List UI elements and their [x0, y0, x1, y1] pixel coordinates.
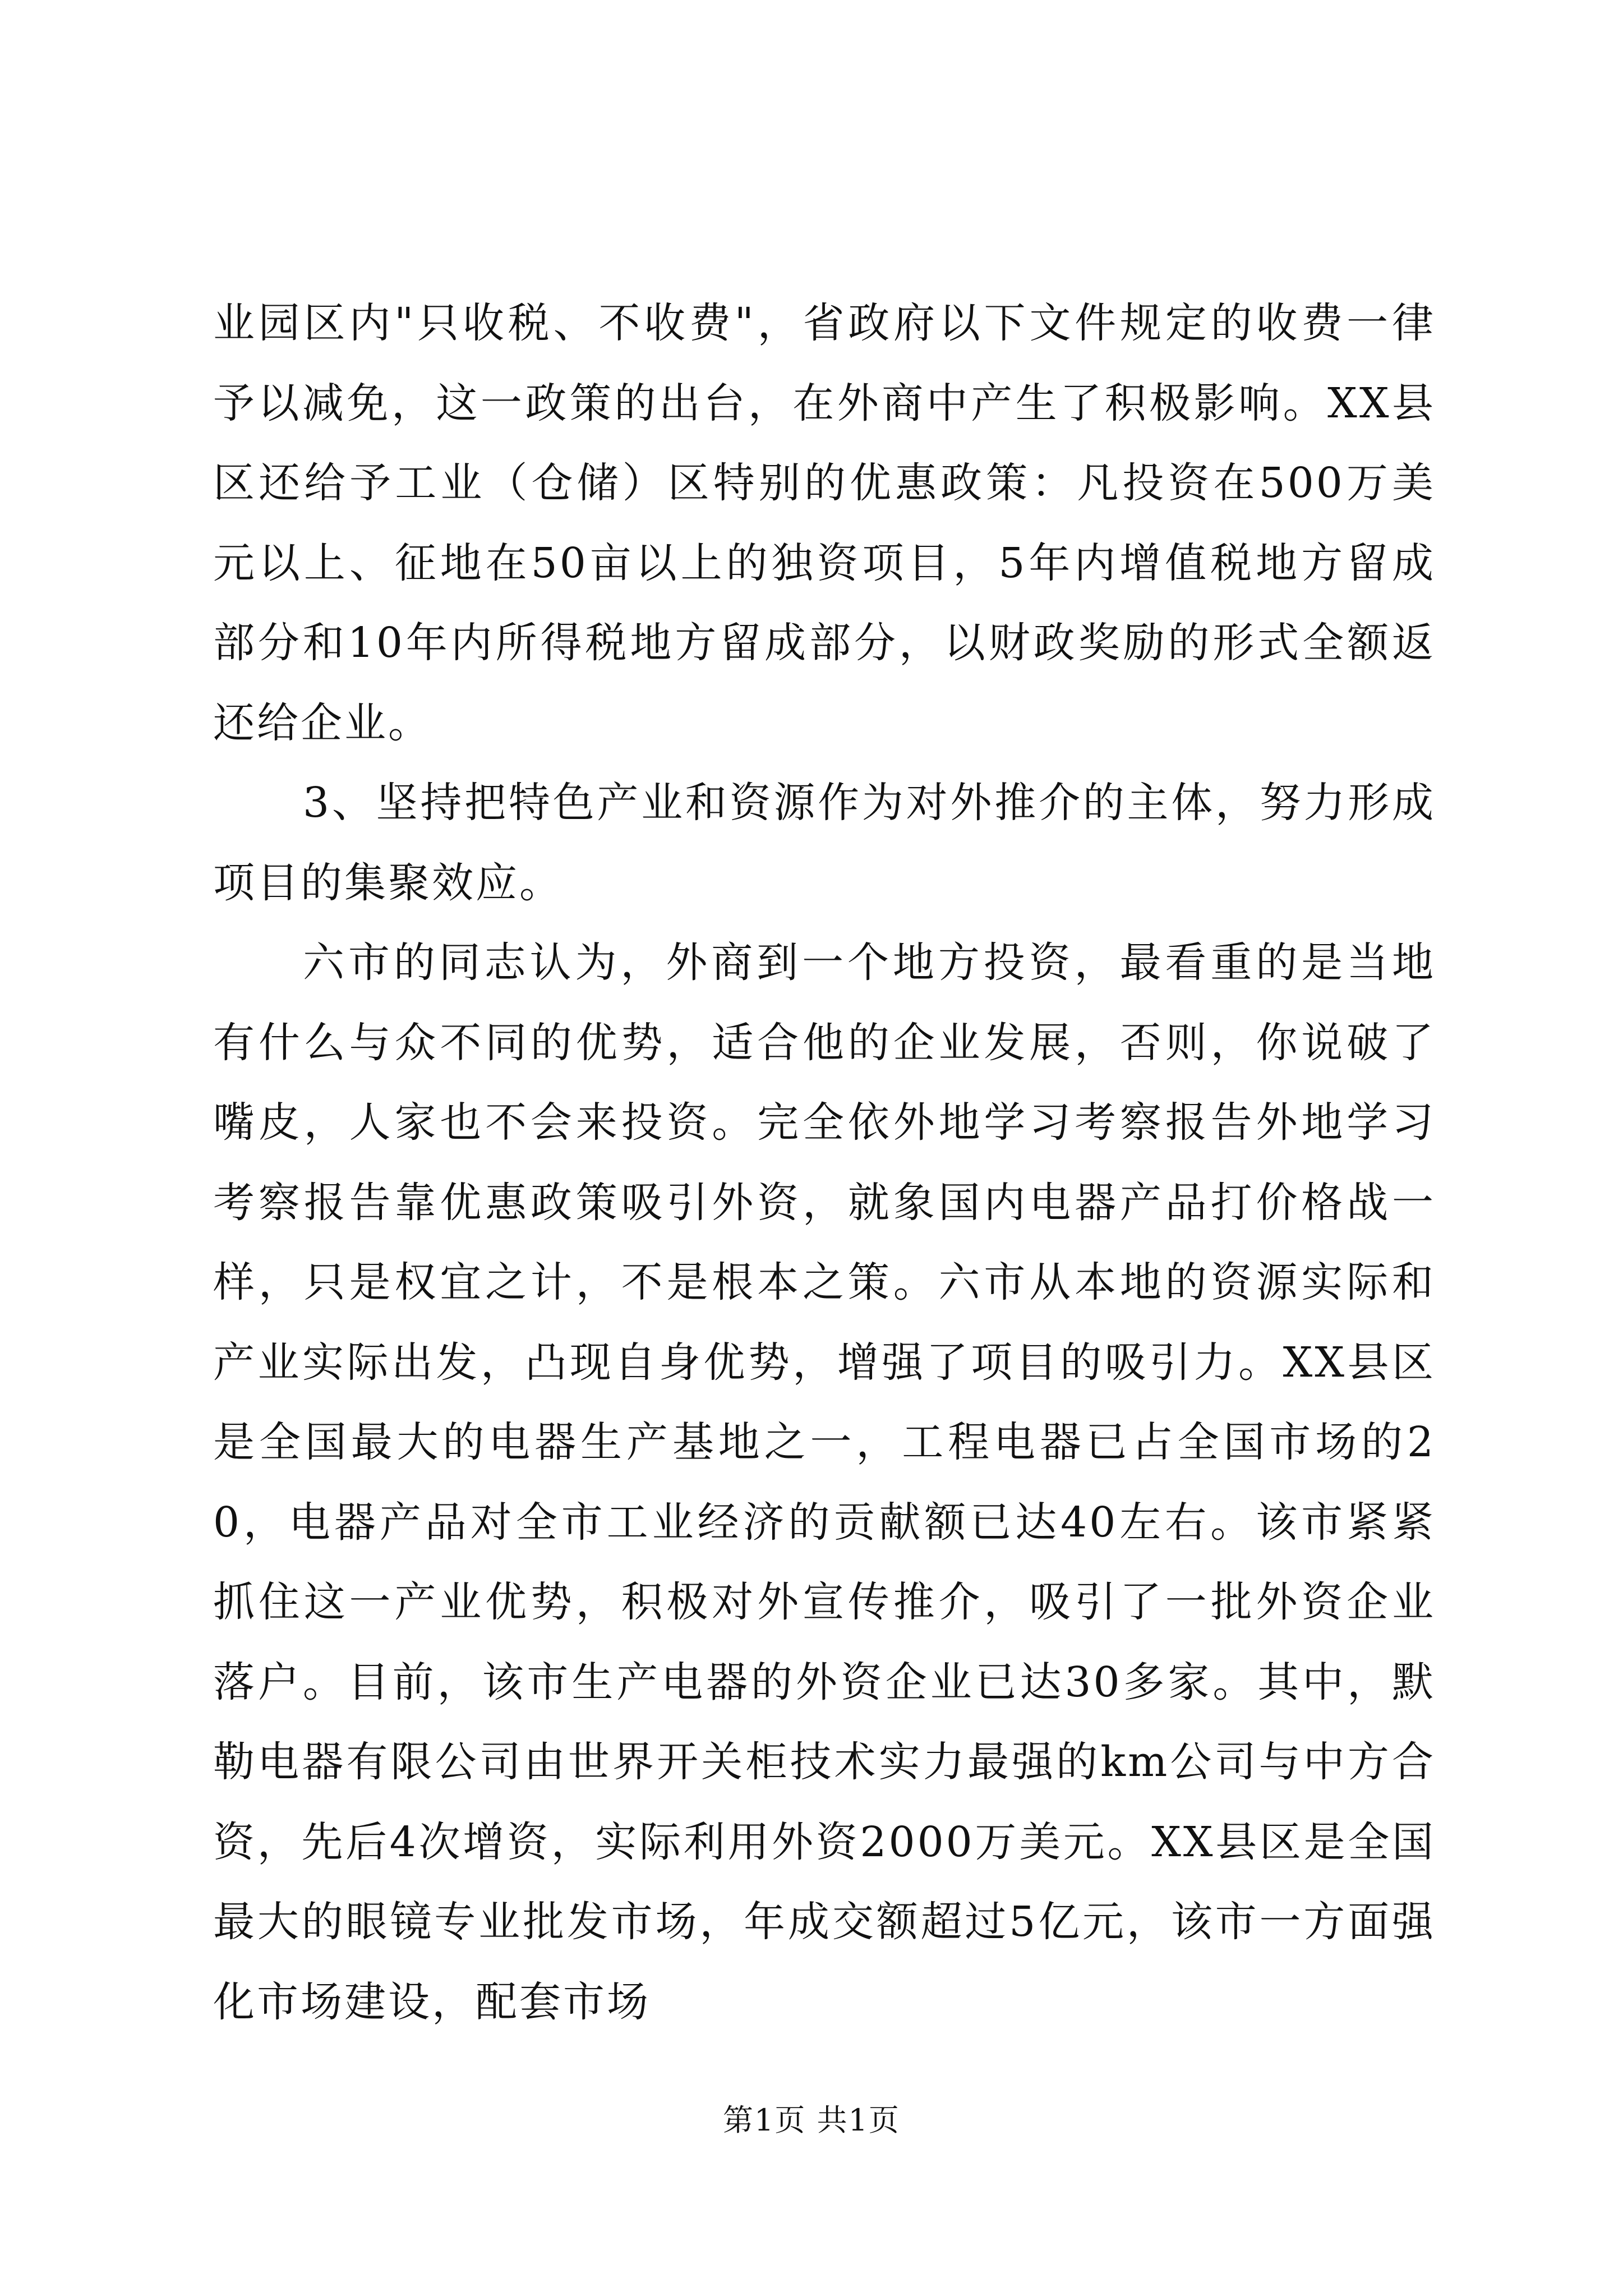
- document-body: [213, 283, 1436, 2042]
- paragraph-3: 六市的同志认为，外商到一个地方投资，最看重的是当地有什么与众不同的优势，适合他的企业发展，否则，你说破了嘴皮，人家也不会来投资。完全依外地学习考察报告外地学习考察报告靠优惠政策吸引外资，就象国内电器产品打价格战一样，只是权宜之计，不是根本之策。六市从本地的资源实际和产业实际出发，凸现自身优势，增强了项目的吸引力。XX县区是全国最大的电器生产基地之一，工程电器已占全国市场的20，电器产品对全市工业经济的贡献额已达40左右。该市紧紧抓住这一产业优势，积极对外宣传推介，吸引了一批外资企业落户。目前，该市生产电器的外资企业已达30多家。其中，默勒电器有限公司由世界开关柜技术实力最强的km公司与中方合资，先后4次增资，实际利用外资2000万美元。XX县区是全国最大的眼镜专业批发市场，年成交额超过5亿元，该市一方面强化市场建设，配套市场: [213, 938, 1436, 2026]
- paragraph-1: 业园区内"只收税、不收费"，省政府以下文件规定的收费一律予以减免，这一政策的出台，在外商中产生了积极影响。XX县区还给予工业（仓储）区特别的优惠政策：凡投资在500万美元以上、征地在50亩以上的独资项目，5年内增值税地方留成部分和10年内所得税地方留成部分，以财政奖励的形式全额返还给企业。: [213, 299, 1436, 747]
- page-footer: 第1页 共1页: [723, 2102, 900, 2138]
- paragraph-2: 3、坚持把特色产业和资源作为对外推介的主体，努力形成项目的集聚效应。: [213, 779, 1436, 907]
